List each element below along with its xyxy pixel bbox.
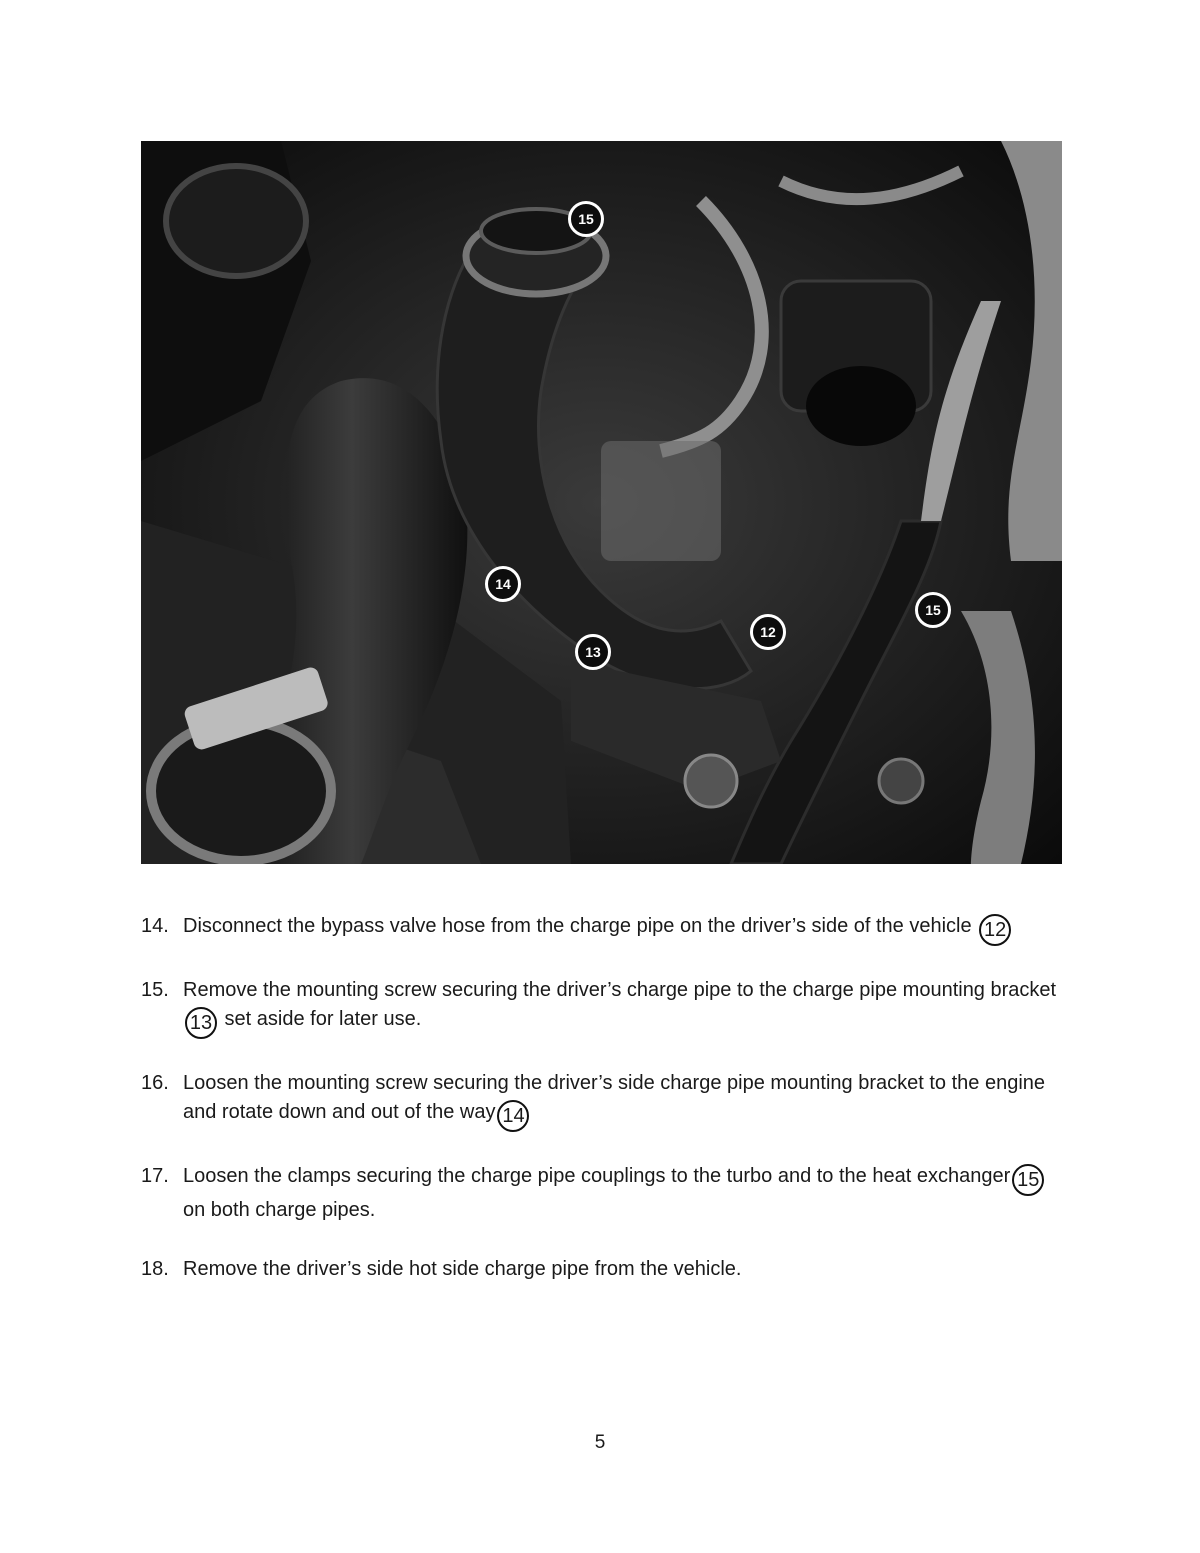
step-number: 15.: [141, 979, 169, 1001]
engine-bay-photo: [141, 141, 1062, 864]
callout-15-top: 15: [568, 201, 604, 237]
reference-circle: 13: [185, 1007, 217, 1039]
step-text: Remove the driver’s side hot side charge pipe from the vehicle.: [183, 1258, 742, 1280]
callout-15-right: 15: [915, 592, 951, 628]
step-number: 14.: [141, 915, 169, 937]
reference-circle: 14: [497, 1100, 529, 1132]
step-number: 17.: [141, 1165, 169, 1187]
page-number: 5: [594, 1432, 606, 1453]
reference-circle: 15: [1012, 1164, 1044, 1196]
callout-12: 12: [750, 614, 786, 650]
step-text: Remove the mounting screw securing the driver’s charge pipe to the charge pipe mounting bracket: [183, 979, 1057, 1001]
step-text-after: on both charge pipes.: [183, 1199, 376, 1221]
step-number: 16.: [141, 1072, 169, 1094]
callout-14: 14: [485, 566, 521, 602]
step-text: Loosen the clamps securing the charge pipe couplings to the turbo and to the heat exchanger: [183, 1165, 1011, 1187]
step-14: [141, 912, 1071, 946]
step-17: [141, 1162, 1071, 1225]
step-text: Loosen the mounting screw securing the driver’s side charge pipe mounting bracket to the engine and rotate down and out of the way: [183, 1072, 1046, 1123]
step-18: [141, 1255, 1071, 1284]
reference-circle: 12: [979, 914, 1011, 946]
callout-13: 13: [575, 634, 611, 670]
engine-photo-illustration: [141, 141, 1062, 864]
step-text-after: set aside for later use.: [219, 1008, 422, 1030]
step-16: [141, 1069, 1071, 1132]
step-15: [141, 976, 1071, 1039]
instruction-steps: [141, 912, 1071, 1314]
step-number: 18.: [141, 1258, 169, 1280]
step-text: Disconnect the bypass valve hose from the charge pipe on the driver’s side of the vehicle: [183, 915, 978, 937]
